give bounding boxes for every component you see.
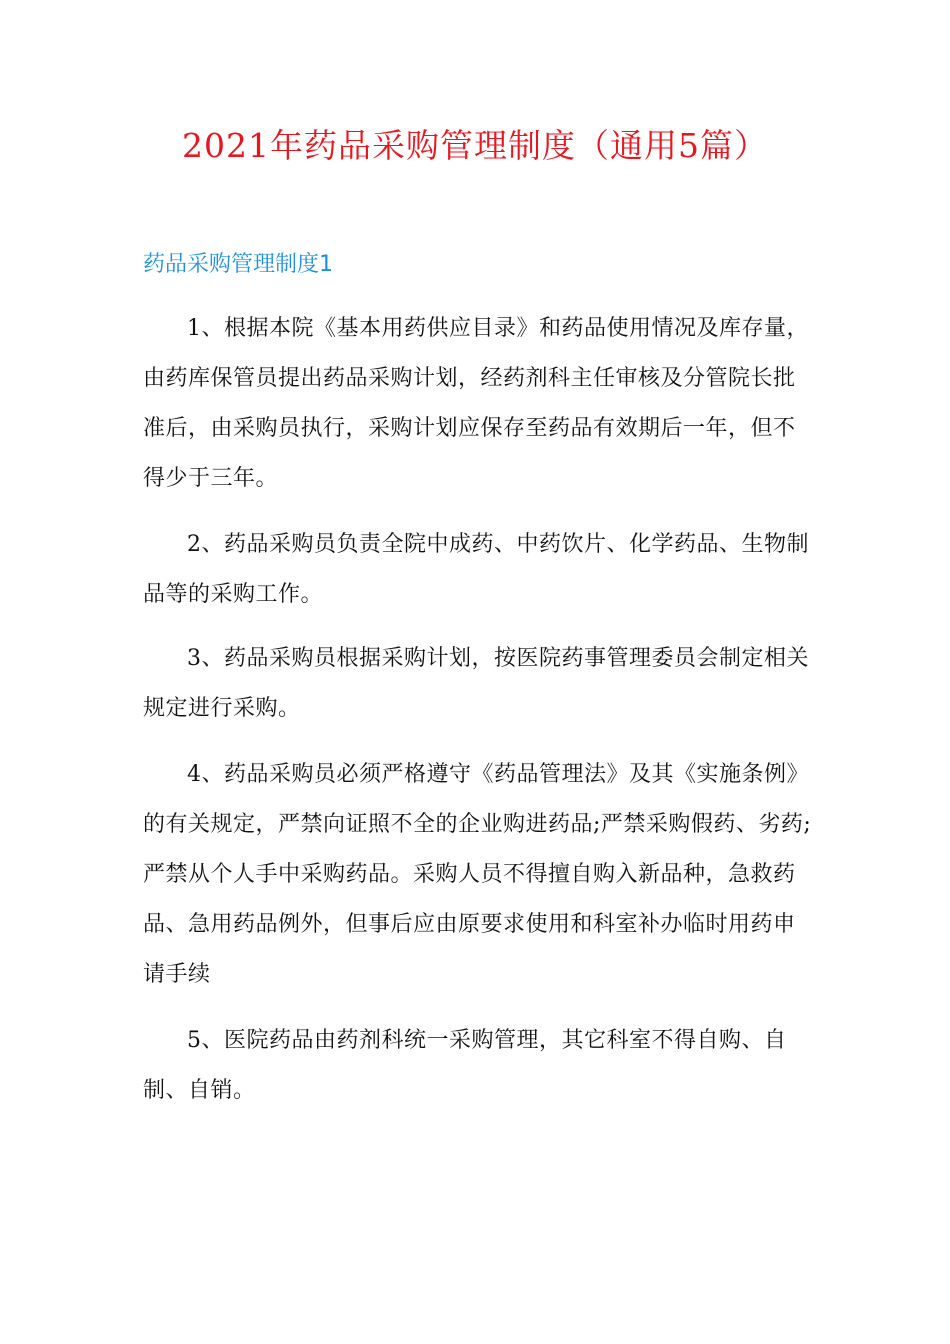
paragraph-2: 2、药品采购员负责全院中成药、中药饮片、化学药品、生物制品等的采购工作。 (143, 532, 809, 607)
paragraph-4: 4、药品采购员必须严格遵守《药品管理法》及其《实施条例》的有关规定，严禁向证照不全的企业购进药品;严禁采购假药、劣药;严禁从个人手中采购药品。采购人员不得擅自购入新品种，急救药品、急用药品例外，但事后应由原要求使用和科室补办临时用药申请手续 (143, 762, 812, 987)
paragraph-5: 5、医院药品由药剂科统一采购管理，其它科室不得自购、自制、自销。 (143, 1028, 787, 1103)
document-title: 2021年药品采购管理制度（通用5篇） (182, 126, 768, 165)
paragraph-1: 1、根据本院《基本用药供应目录》和药品使用情况及库存量，由药库保管员提出药品采购计划，经药剂科主任审核及分管院长批准后，由采购员执行，采购计划应保存至药品有效期后一年，但不得少于三年。 (143, 316, 809, 491)
paragraph-3: 3、药品采购员根据采购计划，按医院药事管理委员会制定相关规定进行采购。 (143, 646, 809, 721)
section-heading: 药品采购管理制度1 (143, 252, 333, 277)
